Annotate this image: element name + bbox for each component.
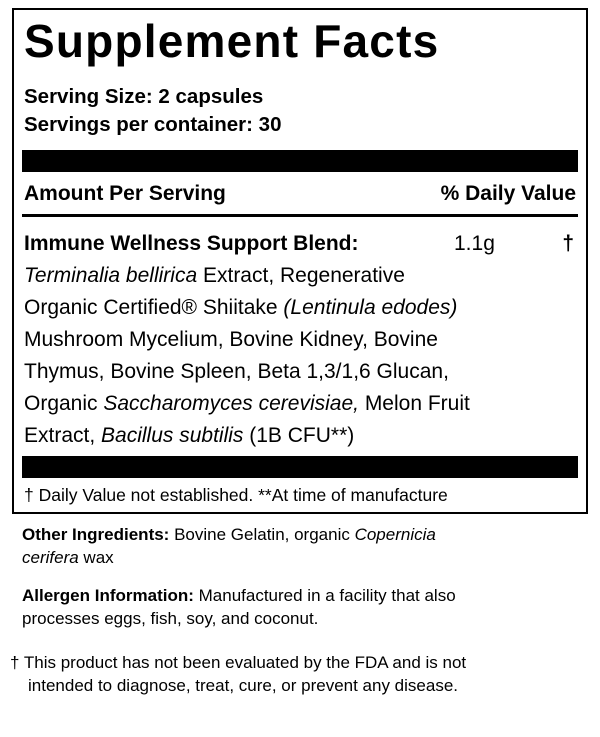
ingredient-line [24, 388, 580, 420]
blend-daily-value-mark: † [562, 232, 574, 255]
latin-name: Bacillus subtilis [101, 424, 244, 447]
other-ingredients-line [22, 546, 582, 569]
allergen-label: Allergen Information: [22, 586, 194, 605]
latin-name: Saccharomyces cerevisiae, [103, 392, 359, 415]
panel-title: Supplement Facts [24, 15, 440, 67]
blend-amount: 1.1g [454, 232, 495, 255]
serving-size: Serving Size: 2 capsules [24, 85, 264, 108]
latin-name: (Lentinula edodes) [283, 296, 458, 319]
disclaimer-line: intended to diagnose, treat, cure, or prevent any disease. [28, 676, 458, 695]
allergen-information [22, 584, 582, 630]
latin-name: cerifera [22, 548, 79, 567]
other-ingredients-label: Other Ingredients: [22, 525, 170, 544]
blend-row [24, 230, 576, 258]
other-ingredients [22, 523, 582, 569]
allergen-text: Manufactured in a facility that also [193, 586, 456, 605]
allergen-line [22, 584, 582, 607]
thick-divider-bottom [22, 456, 578, 478]
other-ingredients-line [22, 523, 582, 546]
supplement-facts-panel [12, 8, 588, 514]
thick-divider-top [22, 150, 578, 172]
latin-name: Terminalia bellirica [24, 264, 198, 287]
amount-per-serving-header: Amount Per Serving [24, 182, 226, 205]
ingredient-text: Extract, Regenerative [197, 264, 405, 287]
daily-value-header: % Daily Value [440, 182, 576, 205]
panel-footnote: † Daily Value not established. **At time of manufacture [24, 485, 448, 505]
blend-name: Immune Wellness Support Blend: [24, 232, 359, 255]
ingredient-text: Extract, [24, 424, 102, 447]
allergen-line: processes eggs, fish, soy, and coconut. [22, 609, 319, 628]
fda-disclaimer [10, 651, 590, 697]
ingredient-text: (1B CFU**) [243, 424, 355, 447]
disclaimer-line: † This product has not been evaluated by the FDA and is not [10, 653, 467, 672]
ingredient-line: Thymus, Bovine Spleen, Beta 1,3/1,6 Glucan, [24, 360, 449, 383]
ingredient-line [24, 292, 580, 324]
blend-ingredients [24, 260, 580, 452]
servings-per-container: Servings per container: 30 [24, 113, 282, 136]
ingredient-text: Organic [24, 392, 104, 415]
other-ingredients-text: Bovine Gelatin, organic [169, 525, 355, 544]
latin-name: Copernicia [354, 525, 436, 544]
thin-divider [22, 214, 578, 217]
ingredient-text: Organic Certified® Shiitake [24, 296, 284, 319]
other-ingredients-text: wax [78, 548, 114, 567]
ingredient-line: Mushroom Mycelium, Bovine Kidney, Bovine [24, 328, 438, 351]
ingredient-text: Melon Fruit [358, 392, 470, 415]
ingredient-line [24, 420, 580, 452]
ingredient-line [24, 260, 580, 292]
